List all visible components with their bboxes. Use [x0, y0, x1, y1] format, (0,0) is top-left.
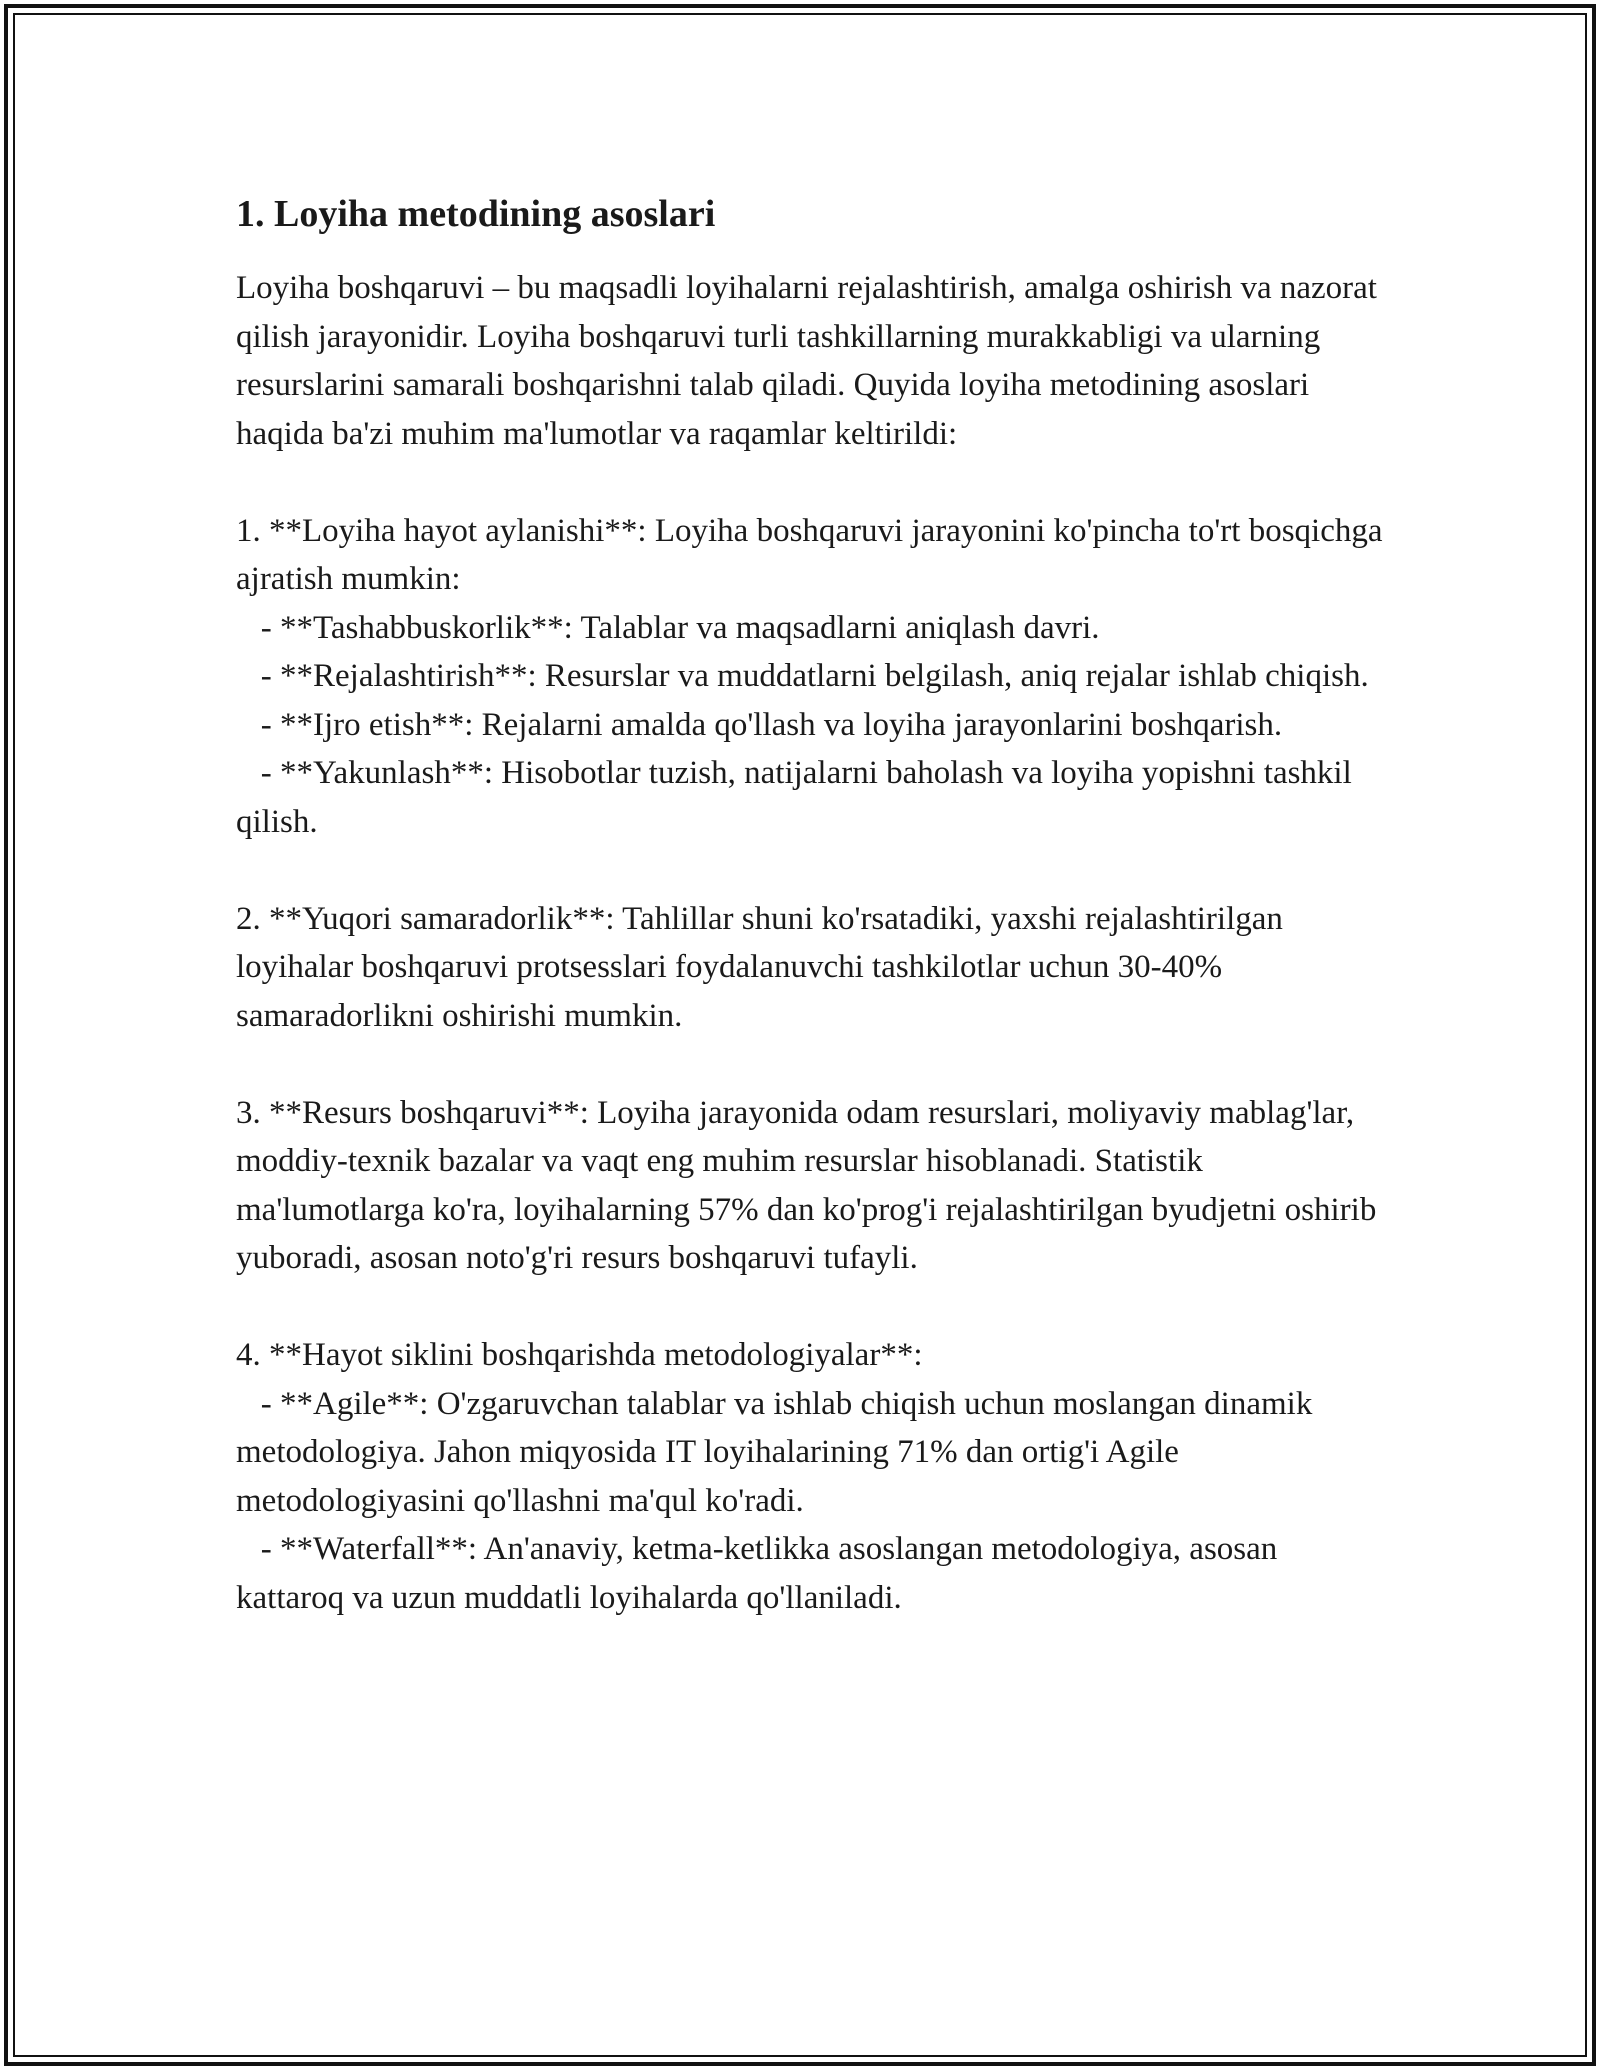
section-1-item-planning: - **Rejalashtirish**: Resurslar va muddatlarni belgilash, aniq rejalar ishlab chiqish. — [236, 658, 1369, 694]
section-1-item-execution: - **Ijro etish**: Rejalarni amalda qo'llash va loyiha jarayonlarini boshqarish. — [236, 706, 1283, 743]
section-4-title: 4. **Hayot siklini boshqarishda metodologiyalar**: — [236, 1337, 923, 1373]
section-1-title: 1. **Loyiha hayot aylanishi**: Loyiha boshqaruvi jarayonini ko'pincha to'rt bosqichga ajratish mumkin: — [236, 512, 1391, 597]
paragraph-gap — [236, 846, 1386, 895]
intro-paragraph: Loyiha boshqaruvi – bu maqsadli loyihalarni rejalashtirish, amalga oshirish va nazorat qilish jarayonidir. Loyiha boshqaruvi turli tashkillarning murakkabligi va ularning resurslarini samarali boshqarishni talab qiladi. Quyida loyiha metodining asoslari haqida ba'zi muhim ma'lumotlar va raqamlar keltirildi: — [236, 270, 1386, 452]
document-heading: 1. Loyiha metodining asoslari — [236, 193, 716, 235]
section-3-paragraph: 3. **Resurs boshqaruvi**: Loyiha jarayonida odam resurslari, moliyaviy mablag'lar, moddiy-texnik bazalar va vaqt eng muhim resurslar hisoblanadi. Statistik ma'lumotlarga ko'ra, loyihalarning 57% dan ko'prog'i rejalashtirilgan byudjetni oshirib yuboradi, asosan noto'g'ri resurs boshqaruvi tufayli. — [236, 1094, 1385, 1276]
section-2-paragraph: 2. **Yuqori samaradorlik**: Tahlillar shuni ko'rsatadiki, yaxshi rejalashtirilgan loyihalar boshqaruvi protsesslari foydalanuvchi tashkilotlar uchun 30-40% samaradorlikni oshirishi mumkin. — [236, 900, 1292, 1034]
document-body — [236, 186, 1391, 1622]
paragraph-gap — [236, 458, 1386, 507]
section-4-item-waterfall: - **Waterfall**: An'anaviy, ketma-ketlikka asoslangan metodologiya, asosan kattaroq va uzun muddatli loyihalarda qo'llaniladi. — [236, 1531, 1286, 1616]
section-1-item-initiation: - **Tashabbuskorlik**: Talablar va maqsadlarni aniqlash davri. — [236, 609, 1100, 646]
paragraph-gap — [236, 1040, 1386, 1089]
section-4-item-agile: - **Agile**: O'zgaruvchan talablar va ishlab chiqish uchun moslangan dinamik metodologiya. Jahon miqyosida IT loyihalarining 71% dan ortig'i Agile metodologiyasini qo'llashni ma'qul ko'radi. — [236, 1385, 1321, 1519]
paragraph-gap — [236, 1283, 1386, 1332]
section-1-item-closing: - **Yakunlash**: Hisobotlar tuzish, natijalarni baholash va loyiha yopishni tashkil qilish. — [236, 755, 1361, 840]
